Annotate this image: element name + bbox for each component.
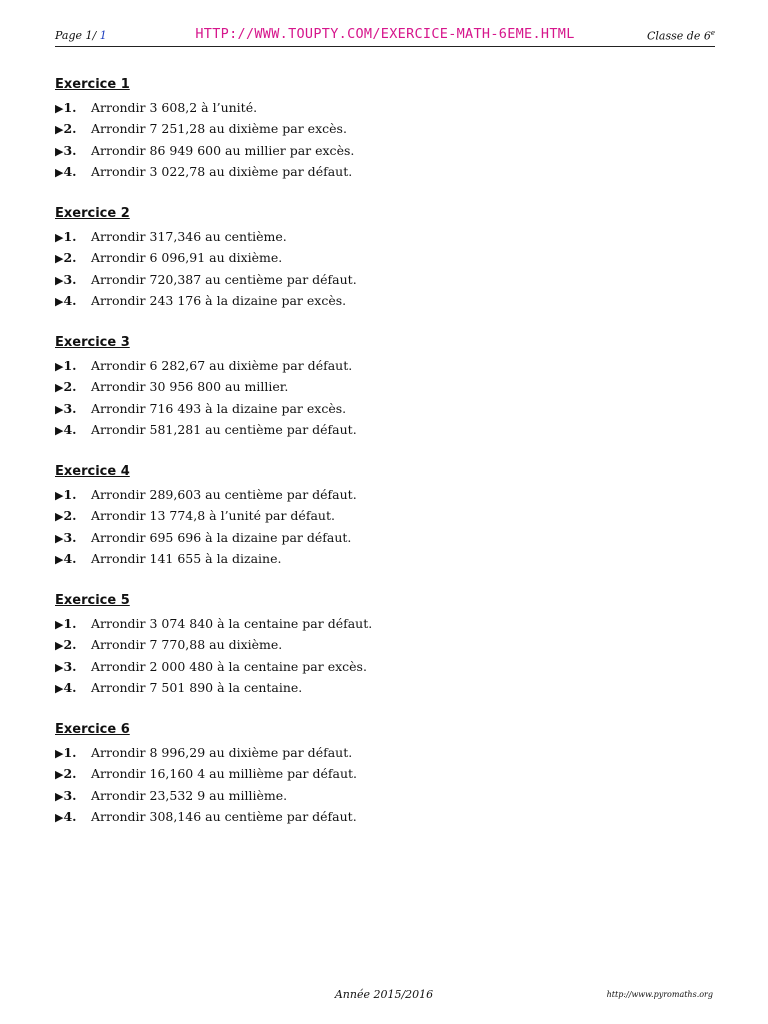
triangle-bullet-icon: ▶ (55, 489, 64, 502)
exercise-item (55, 97, 715, 118)
exercise-title: Exercice 4 (55, 464, 130, 479)
item-text: Arrondir 7 251,28 au dixième par excès. (91, 121, 347, 137)
item-number: 1. (63, 616, 77, 631)
exercise-item (55, 742, 715, 763)
item-number: 1. (63, 229, 77, 244)
triangle-bullet-icon: ▶ (55, 510, 64, 524)
item-marker (55, 140, 91, 162)
exercise-item (55, 419, 715, 440)
exercise-item (55, 505, 715, 526)
item-number: 2. (63, 250, 77, 266)
item-number: 1. (63, 100, 77, 115)
triangle-bullet-icon: ▶ (55, 747, 64, 760)
item-marker (55, 226, 91, 248)
exercise-item (55, 656, 715, 677)
item-text: Arrondir 2 000 480 à la centaine par excès. (91, 658, 367, 674)
exercise-6 (55, 720, 715, 827)
exercise-item (55, 806, 715, 827)
class-level (647, 29, 715, 43)
item-text: Arrondir 3 074 840 à la centaine par défaut. (91, 616, 373, 631)
item-number: 4. (63, 550, 77, 566)
item-marker (55, 247, 91, 269)
item-marker (55, 613, 91, 635)
item-marker (55, 634, 91, 656)
exercise-2 (55, 204, 715, 311)
item-text: Arrondir 8 996,29 au dixième par défaut. (91, 745, 353, 760)
item-text: Arrondir 7 501 890 à la centaine. (91, 679, 303, 695)
item-marker (55, 419, 91, 441)
exercise-item (55, 269, 715, 290)
item-marker (55, 742, 91, 764)
exercise-4 (55, 462, 715, 569)
item-text: Arrondir 3 608,2 à l’unité. (91, 100, 258, 115)
item-text: Arrondir 3 022,78 au dixième par défaut. (91, 163, 353, 179)
item-marker (55, 118, 91, 140)
item-text: Arrondir 23,532 9 au millième. (91, 787, 288, 803)
footer-school-year: Année 2015/2016 (334, 988, 434, 1001)
item-text: Arrondir 716 493 à la dizaine par excès. (91, 400, 347, 416)
triangle-bullet-icon: ▶ (55, 294, 64, 308)
page-number-prefix: Page 1/ (55, 29, 97, 42)
item-marker (55, 677, 91, 699)
item-marker (55, 269, 91, 291)
exercise-title: Exercice 2 (55, 206, 130, 221)
item-number: 3. (63, 400, 77, 416)
triangle-bullet-icon: ▶ (55, 681, 64, 695)
exercise-item (55, 140, 715, 161)
triangle-bullet-icon: ▶ (55, 381, 64, 395)
item-marker (55, 290, 91, 312)
item-number: 2. (63, 379, 77, 395)
exercise-item (55, 376, 715, 397)
item-marker (55, 763, 91, 785)
item-marker (55, 355, 91, 377)
item-marker (55, 527, 91, 549)
item-marker (55, 785, 91, 807)
exercise-item (55, 548, 715, 569)
item-number: 1. (63, 358, 77, 373)
exercise-title: Exercice 6 (55, 722, 130, 737)
item-marker (55, 656, 91, 678)
item-text: Arrondir 720,387 au centième par défaut. (91, 271, 357, 287)
item-text: Arrondir 16,160 4 au millième par défaut. (91, 766, 358, 782)
triangle-bullet-icon: ▶ (55, 639, 64, 653)
item-marker (55, 806, 91, 828)
exercise-item (55, 398, 715, 419)
triangle-bullet-icon: ▶ (55, 660, 64, 674)
item-number: 4. (63, 292, 77, 308)
page-total-link[interactable]: 1 (99, 29, 107, 42)
exercise-item-list (55, 226, 715, 311)
item-number: 4. (63, 808, 77, 824)
exercise-title: Exercice 3 (55, 335, 130, 350)
item-number: 1. (63, 745, 77, 760)
triangle-bullet-icon: ▶ (55, 360, 64, 373)
item-text: Arrondir 141 655 à la dizaine. (91, 550, 282, 566)
triangle-bullet-icon: ▶ (55, 768, 64, 782)
triangle-bullet-icon: ▶ (55, 231, 64, 244)
exercise-item-list (55, 355, 715, 440)
item-marker (55, 505, 91, 527)
exercise-1 (55, 75, 715, 182)
item-number: 3. (63, 271, 77, 287)
exercise-item (55, 484, 715, 505)
triangle-bullet-icon: ▶ (55, 810, 64, 824)
triangle-bullet-icon: ▶ (55, 618, 64, 631)
exercise-item (55, 613, 715, 634)
header-url-link[interactable]: HTTP://WWW.TOUPTY.COM/EXERCICE-MATH-6EME.HTML (195, 26, 575, 42)
page-number (55, 29, 107, 42)
item-text: Arrondir 581,281 au centième par défaut. (91, 421, 357, 437)
item-text: Arrondir 289,603 au centième par défaut. (91, 487, 357, 502)
item-text: Arrondir 13 774,8 à l’unité par défaut. (91, 508, 335, 524)
item-marker (55, 97, 91, 119)
item-number: 2. (63, 508, 77, 524)
exercise-item-list (55, 742, 715, 827)
item-text: Arrondir 243 176 à la dizaine par excès. (91, 292, 347, 308)
item-marker (55, 548, 91, 570)
item-number: 4. (63, 679, 77, 695)
triangle-bullet-icon: ▶ (55, 402, 64, 416)
item-text: Arrondir 7 770,88 au dixième. (91, 637, 283, 653)
exercise-item (55, 355, 715, 376)
class-level-text: Classe de 6 (647, 29, 711, 43)
item-marker (55, 484, 91, 506)
item-number: 4. (63, 163, 77, 179)
exercise-title: Exercice 5 (55, 593, 130, 608)
item-number: 2. (63, 637, 77, 653)
exercise-item (55, 677, 715, 698)
triangle-bullet-icon: ▶ (55, 552, 64, 566)
exercise-5 (55, 591, 715, 698)
exercise-item (55, 118, 715, 139)
exercise-3 (55, 333, 715, 440)
triangle-bullet-icon: ▶ (55, 273, 64, 287)
exercise-item (55, 161, 715, 182)
footer-site-link[interactable]: http://www.pyromaths.org (606, 990, 713, 999)
item-text: Arrondir 30 956 800 au millier. (91, 379, 289, 395)
triangle-bullet-icon: ▶ (55, 102, 64, 115)
exercise-item (55, 247, 715, 268)
exercise-item (55, 785, 715, 806)
triangle-bullet-icon: ▶ (55, 531, 64, 545)
item-marker (55, 161, 91, 183)
exercise-title: Exercice 1 (55, 77, 130, 92)
triangle-bullet-icon: ▶ (55, 423, 64, 437)
item-number: 3. (63, 658, 77, 674)
page-header (55, 26, 715, 47)
exercise-item (55, 763, 715, 784)
triangle-bullet-icon: ▶ (55, 123, 64, 137)
exercise-item (55, 527, 715, 548)
triangle-bullet-icon: ▶ (55, 252, 64, 266)
item-number: 3. (63, 529, 77, 545)
item-number: 2. (63, 766, 77, 782)
item-text: Arrondir 308,146 au centième par défaut. (91, 808, 357, 824)
exercise-item (55, 634, 715, 655)
item-number: 4. (63, 421, 77, 437)
item-marker (55, 398, 91, 420)
exercise-item-list (55, 613, 715, 698)
item-text: Arrondir 317,346 au centième. (91, 229, 287, 244)
item-number: 1. (63, 487, 77, 502)
class-level-superscript: e (710, 29, 715, 37)
item-number: 3. (63, 142, 77, 158)
exercise-item (55, 290, 715, 311)
item-text: Arrondir 6 282,67 au dixième par défaut. (91, 358, 353, 373)
item-text: Arrondir 695 696 à la dizaine par défaut. (91, 529, 352, 545)
item-marker (55, 376, 91, 398)
item-number: 2. (63, 121, 77, 137)
triangle-bullet-icon: ▶ (55, 165, 64, 179)
exercise-item-list (55, 97, 715, 182)
item-text: Arrondir 6 096,91 au dixième. (91, 250, 283, 266)
exercise-item (55, 226, 715, 247)
triangle-bullet-icon: ▶ (55, 789, 64, 803)
item-number: 3. (63, 787, 77, 803)
triangle-bullet-icon: ▶ (55, 144, 64, 158)
item-text: Arrondir 86 949 600 au millier par excès. (91, 142, 355, 158)
exercise-item-list (55, 484, 715, 569)
